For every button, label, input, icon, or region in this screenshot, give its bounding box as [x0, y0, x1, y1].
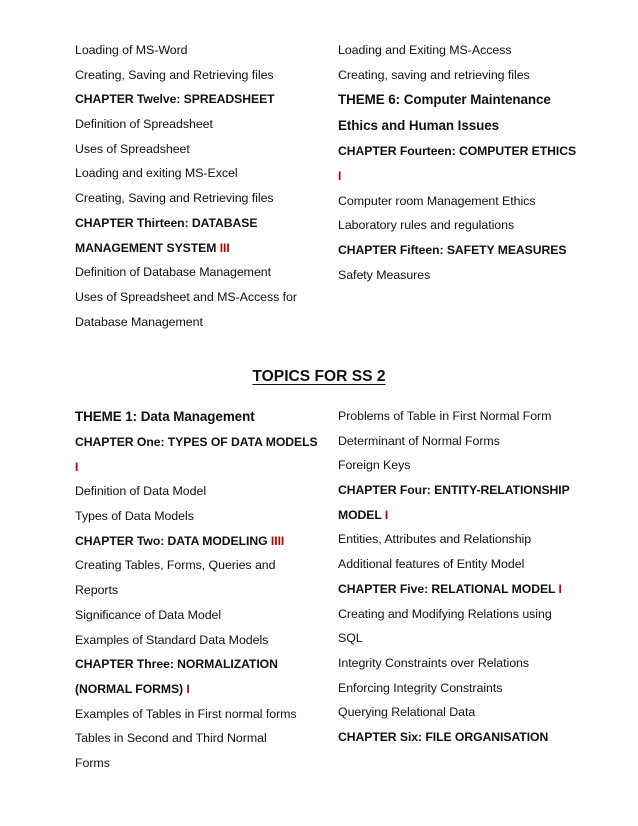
topic-line: [338, 626, 578, 651]
topic-line-text: Loading of MS-Word: [75, 43, 188, 57]
topic-line: [338, 38, 578, 63]
topic-line: [75, 603, 325, 628]
chapter-heading-text: MANAGEMENT SYSTEM: [75, 240, 220, 255]
bottom-left-column: [75, 404, 325, 776]
chapter-heading-text: CHAPTER Thirteen: DATABASE: [75, 215, 258, 230]
topic-line: [75, 702, 325, 727]
chapter-heading-text: CHAPTER Six: FILE ORGANISATION: [338, 729, 549, 744]
topic-line-text: Safety Measures: [338, 267, 431, 282]
topic-line: [75, 504, 325, 529]
chapter-heading: [75, 87, 325, 112]
bottom-right-column: [338, 404, 578, 750]
topic-line-text: Creating Tables, Forms, Queries and: [75, 558, 276, 573]
topic-line: [75, 38, 325, 63]
topic-line-text: Database Management: [75, 314, 203, 329]
topic-line-text: Uses of Spreadsheet: [75, 141, 190, 156]
topic-line: [75, 726, 325, 751]
chapter-heading-text: CHAPTER Five: RELATIONAL MODEL: [338, 581, 559, 596]
topic-line: [338, 453, 578, 478]
topic-line-text: Problems of Table in First Normal Form: [338, 409, 552, 423]
topic-line-text: Uses of Spreadsheet and MS-Access for: [75, 289, 297, 304]
chapter-heading: [338, 164, 578, 189]
topic-line: [338, 676, 578, 701]
topic-line: [338, 404, 578, 429]
term-marker: IIII: [270, 533, 285, 548]
theme-heading-text: THEME 1: Data Management: [75, 409, 255, 424]
topic-line-text: Forms: [75, 755, 110, 770]
chapter-heading-text: CHAPTER Twelve: SPREADSHEET: [75, 92, 275, 107]
topic-line-text: SQL: [338, 631, 363, 646]
section-title: TOPICS FOR SS 2: [252, 368, 386, 385]
chapter-heading: [338, 725, 578, 750]
theme-heading: [338, 113, 578, 139]
topic-line-text: Querying Relational Data: [338, 705, 476, 720]
topic-line: [75, 553, 325, 578]
chapter-heading: [75, 677, 325, 702]
chapter-heading: [338, 139, 578, 164]
topic-line: [75, 112, 325, 137]
theme-heading: [338, 87, 578, 113]
topic-line-text: Additional features of Entity Model: [338, 557, 525, 572]
topic-line-text: Tables in Second and Third Normal: [75, 731, 267, 746]
chapter-heading: [338, 577, 578, 602]
topic-line: [75, 63, 325, 88]
chapter-heading-text: CHAPTER Fourteen: COMPUTER ETHICS: [338, 144, 577, 159]
topic-line: [75, 578, 325, 603]
topic-line-text: Creating, Saving and Retrieving files: [75, 191, 274, 206]
term-marker: I: [75, 459, 79, 474]
topic-line: [338, 552, 578, 577]
theme-heading-text: THEME 6: Computer Maintenance: [338, 92, 551, 108]
chapter-heading-text: CHAPTER Fifteen: SAFETY MEASURES: [338, 243, 567, 258]
topic-line: [338, 651, 578, 676]
topic-line: [75, 285, 325, 310]
chapter-heading: [75, 236, 325, 261]
chapter-heading: [338, 478, 578, 503]
chapter-heading: [338, 238, 578, 263]
term-marker: I: [186, 681, 190, 696]
topic-line: [75, 260, 325, 285]
theme-heading-text: Ethics and Human Issues: [338, 118, 500, 134]
topic-line-text: Examples of Standard Data Models: [75, 632, 269, 647]
topic-line-text: Definition of Data Model: [75, 484, 207, 499]
topic-line-text: Significance of Data Model: [75, 607, 222, 622]
topic-line-text: Integrity Constraints over Relations: [338, 655, 530, 670]
chapter-heading: [338, 503, 578, 528]
chapter-heading: [75, 211, 325, 236]
topic-line-text: Loading and Exiting MS-Access: [338, 43, 512, 57]
top-right-column: [338, 38, 578, 288]
topic-line-text: Loading and exiting MS-Excel: [75, 166, 238, 181]
topic-line: [75, 751, 325, 776]
topic-line: [75, 161, 325, 186]
topic-line-text: Types of Data Models: [75, 509, 194, 524]
topic-line-text: Definition of Database Management: [75, 265, 272, 280]
chapter-heading: [75, 652, 325, 677]
chapter-heading-text: CHAPTER Four: ENTITY-RELATIONSHIP: [338, 483, 570, 498]
topic-line: [75, 310, 325, 335]
topic-line-text: Entities, Attributes and Relationship: [338, 532, 532, 547]
term-marker: I: [384, 507, 389, 522]
chapter-heading-text: MODEL: [338, 507, 385, 522]
topic-line-text: Definition of Spreadsheet: [75, 117, 213, 132]
topic-line-text: Creating, saving and retrieving files: [338, 67, 530, 82]
chapter-heading: [75, 430, 325, 455]
topic-line: [338, 527, 578, 552]
topic-line: [75, 628, 325, 653]
topic-line: [338, 429, 578, 454]
top-left-column: [75, 38, 325, 334]
chapter-heading: [75, 529, 325, 554]
topic-line-text: Laboratory rules and regulations: [338, 218, 515, 233]
chapter-heading-text: (NORMAL FORMS): [75, 681, 187, 696]
topic-line-text: Foreign Keys: [338, 458, 411, 473]
topic-line: [338, 63, 578, 88]
topic-line: [338, 263, 578, 288]
topic-line-text: Determinant of Normal Forms: [338, 433, 500, 448]
topic-line-text: Creating and Modifying Relations using: [338, 606, 552, 621]
topic-line-text: Computer room Management Ethics: [338, 193, 536, 208]
chapter-heading-text: CHAPTER Three: NORMALIZATION: [75, 657, 278, 672]
topic-line: [75, 479, 325, 504]
topic-line-text: Creating, Saving and Retrieving files: [75, 67, 274, 82]
term-marker: III: [219, 240, 230, 255]
topic-line-text: Enforcing Integrity Constraints: [338, 680, 503, 695]
chapter-heading: [75, 455, 325, 480]
topic-line: [75, 186, 325, 211]
chapter-heading-text: CHAPTER Two: DATA MODELING: [75, 533, 271, 548]
term-marker: I: [338, 169, 342, 184]
topic-line: [338, 189, 578, 214]
topic-line-text: Examples of Tables in First normal forms: [75, 706, 297, 721]
topic-line: [338, 700, 578, 725]
term-marker: I: [558, 581, 562, 596]
topic-line: [338, 213, 578, 238]
topic-line-text: Reports: [75, 583, 119, 598]
topic-line: [75, 137, 325, 162]
chapter-heading-text: CHAPTER One: TYPES OF DATA MODELS: [75, 435, 318, 449]
topic-line: [338, 602, 578, 627]
theme-heading: [75, 404, 325, 430]
